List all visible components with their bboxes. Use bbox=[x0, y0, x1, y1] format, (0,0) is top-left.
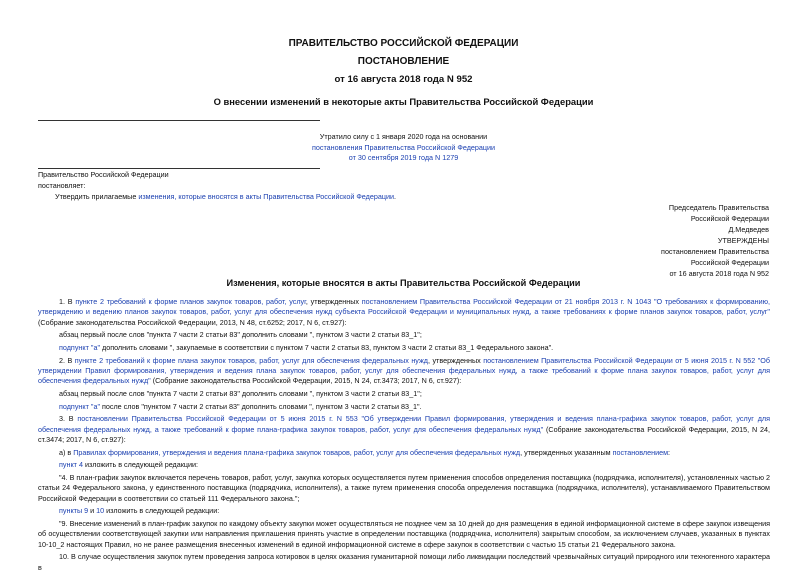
text: а) в bbox=[59, 447, 74, 457]
item-1 bbox=[38, 297, 770, 328]
preamble-approve bbox=[55, 192, 396, 203]
document-org: ПРАВИТЕЛЬСТВО РОССИЙСКОЙ ФЕДЕРАЦИИ bbox=[288, 38, 519, 49]
text: , утвержденных bbox=[305, 297, 362, 306]
approval-date: от 16 августа 2018 года N 952 bbox=[669, 269, 769, 278]
preamble-line2: постановляет: bbox=[38, 181, 86, 190]
item-2 bbox=[38, 356, 770, 387]
text: , утвержденных указанным bbox=[520, 447, 613, 457]
item-1-paragraph: абзац первый после слов "пункта 7 части 2 статьи 83" дополнить словами ", пунктом 3 части 2 статьи 83_1"; bbox=[59, 330, 422, 340]
status-note-link-line3[interactable]: от 30 сентября 2019 года N 1279 bbox=[348, 153, 459, 163]
text: (Собрание законодательства Российской Федерации, 2015, N 24, ст.3473; 2017, N 6, ст.927): bbox=[150, 376, 462, 386]
signature-position: Председатель Правительства bbox=[668, 203, 769, 212]
document-body bbox=[38, 297, 770, 575]
link-point-10[interactable]: 10 bbox=[96, 506, 105, 516]
item-3a-points9-10 bbox=[38, 506, 770, 516]
changes-title: Изменения, которые вносятся в акты Правительства Российской Федерации bbox=[226, 278, 581, 288]
preamble-line1: Правительство Российской Федерации bbox=[38, 170, 169, 179]
signature-org: Российской Федерации bbox=[690, 214, 769, 223]
item-3a-point4 bbox=[38, 460, 770, 470]
text: : bbox=[668, 447, 671, 457]
preamble-approve-text: Утвердить прилагаемые bbox=[55, 192, 139, 201]
link-resolution-1043[interactable]: постановлением Правительства Российской Федерации от 21 ноября 2013 г. N 1043 "О требованиях к формированию, утверждению и ведению планов закупок товаров, работ, услуг для обеспечения нужд субъекта Российской Федерации и муниципальных нужд, а также требованиях к форме планов закупок товаров, работ, услуг" bbox=[38, 297, 770, 317]
text: 2. В bbox=[59, 355, 75, 365]
status-note-link-line2[interactable]: постановления Правительства Российской Федерации bbox=[311, 142, 496, 152]
text: , утвержденных bbox=[427, 355, 484, 365]
status-note-line1: Утратило силу с 1 января 2020 года на основании bbox=[319, 132, 488, 141]
link-resolution-552[interactable]: постановлением Правительства Российской Федерации от 5 июня 2015 г. N 552 "Об утверждении Правил формирования, утверждения и ведения плана закупок товаров, работ, услуг для обеспечения федеральных нужд, а также требований к форме плана закупок товаров, работ, услуг для обеспечения федеральных нужд" bbox=[38, 355, 770, 386]
text: 1. В bbox=[59, 297, 76, 306]
item-2-paragraph: абзац первый после слов "пункта 7 части 2 статьи 83" дополнить словами ", пунктом 3 части 2 статьи 83_1"; bbox=[59, 389, 422, 398]
approval-stamp: УТВЕРЖДЕНЫ bbox=[717, 236, 769, 245]
text: 3. В bbox=[59, 414, 78, 424]
divider-rule bbox=[38, 120, 320, 121]
quote-point4: "4. В план-график закупок включается перечень товаров, работ, услуг, закупка которых осуществляется путем применения способов определения поставщика (подрядчика, исполнителя), установленных частью 2 статьи 24 Федерального закона, у единственного поставщика (подрядчика, исполнителя), а также путем применения способа определения поставщика (подрядчика, исполнителя), устанавливаемого Правительством Российской Федерации в соответствии со статьей 111 Федерального закона."; bbox=[38, 472, 770, 503]
text: после слов "пунктом 7 части 2 статьи 83" дополнить словами ", пунктом 3 части 2 статьи 83_1". bbox=[100, 401, 422, 411]
link-subparagraph-a[interactable]: подпункт "а" bbox=[59, 401, 100, 411]
item-2-subparagraph bbox=[38, 402, 770, 412]
link-requirements-552[interactable]: пункте 2 требований к форме плана закупок товаров, работ, услуг для обеспечения федеральных нужд bbox=[74, 355, 428, 365]
link-resolution-553[interactable]: постановлении Правительства Российской Федерации от 5 июня 2015 г. N 553 "Об утверждении Правил формирования, утверждения и ведения плана-графика закупок товаров, работ, услуг для обеспечения федеральных нужд, а также требований к форме плана-графика закупок товаров, работ, услуг для обеспечения федеральных нужд" bbox=[38, 414, 770, 434]
item-3 bbox=[38, 414, 770, 445]
link-requirements-1043[interactable]: пункте 2 требований к форме планов закупок товаров, работ, услуг bbox=[75, 297, 306, 306]
signature-name: Д.Медведев bbox=[728, 225, 769, 234]
text: (Собрание законодательства Российской Федерации, 2013, N 48, ст.6252; 2017, N 6, ст.927): bbox=[38, 317, 347, 327]
text: изложить в следующей редакции: bbox=[104, 506, 220, 516]
quote-point10: 10. В случае осуществления закупок путем проведения запроса котировок в целях оказания гуманитарной помощи либо ликвидации последствий чрезвычайных ситуаций природного или техногенного характера в bbox=[38, 552, 770, 572]
link-point-9[interactable]: пункты 9 bbox=[59, 506, 89, 516]
link-resolution[interactable]: постановлением bbox=[612, 447, 669, 457]
item-1-subparagraph bbox=[38, 343, 770, 353]
link-rules-plan-schedule[interactable]: Правилах формирования, утверждения и ведения плана-графика закупок товаров, работ, услуг для обеспечения федеральных нужд bbox=[73, 447, 521, 457]
text: дополнить словами ", закупаемые в соответствии с пунктом 7 части 2 статьи 83, пунктом 3 части 2 статьи 83_1 Федерального закона". bbox=[100, 343, 554, 352]
text: (Собрание законодательства Российской Федерации, 2015, N 24, ст.3474; 2017, N 6, ст.927): bbox=[38, 424, 770, 444]
document-date-number: от 16 августа 2018 года N 952 bbox=[334, 74, 473, 85]
document-type: ПОСТАНОВЛЕНИЕ bbox=[357, 56, 450, 67]
text: и bbox=[88, 506, 97, 516]
approval-by: постановлением Правительства bbox=[661, 247, 769, 256]
text: изложить в следующей редакции: bbox=[82, 460, 199, 470]
link-subparagraph-a[interactable]: подпункт "а" bbox=[59, 343, 100, 352]
divider-rule bbox=[38, 168, 320, 169]
document-subject: О внесении изменений в некоторые акты Правительства Российской Федерации bbox=[213, 96, 594, 107]
preamble-approve-end: . bbox=[393, 192, 396, 201]
quote-point9: "9. Внесение изменений в план-график закупок по каждому объекту закупки может осуществляться не позднее чем за 10 дней до дня размещения в единой информационной системе в сфере закупок извещения об осуществлении соответствующей закупки или направления приглашения принять участие в определении поставщика (подрядчика, исполнителя) закрытым способом, за исключением случаев, указанных в пунктах 10-10_2 настоящих Правил, но не ранее размещения внесенных изменений в единой информационной системе в сфере закупок в соответствии с частью 15 статьи 21 Федерального закона. bbox=[38, 518, 770, 549]
changes-link[interactable]: изменения, которые вносятся в акты Правительства Российской Федерации bbox=[138, 192, 394, 201]
item-3a bbox=[38, 448, 770, 458]
approval-org: Российской Федерации bbox=[690, 258, 769, 267]
link-point-4[interactable]: пункт 4 bbox=[59, 460, 83, 470]
